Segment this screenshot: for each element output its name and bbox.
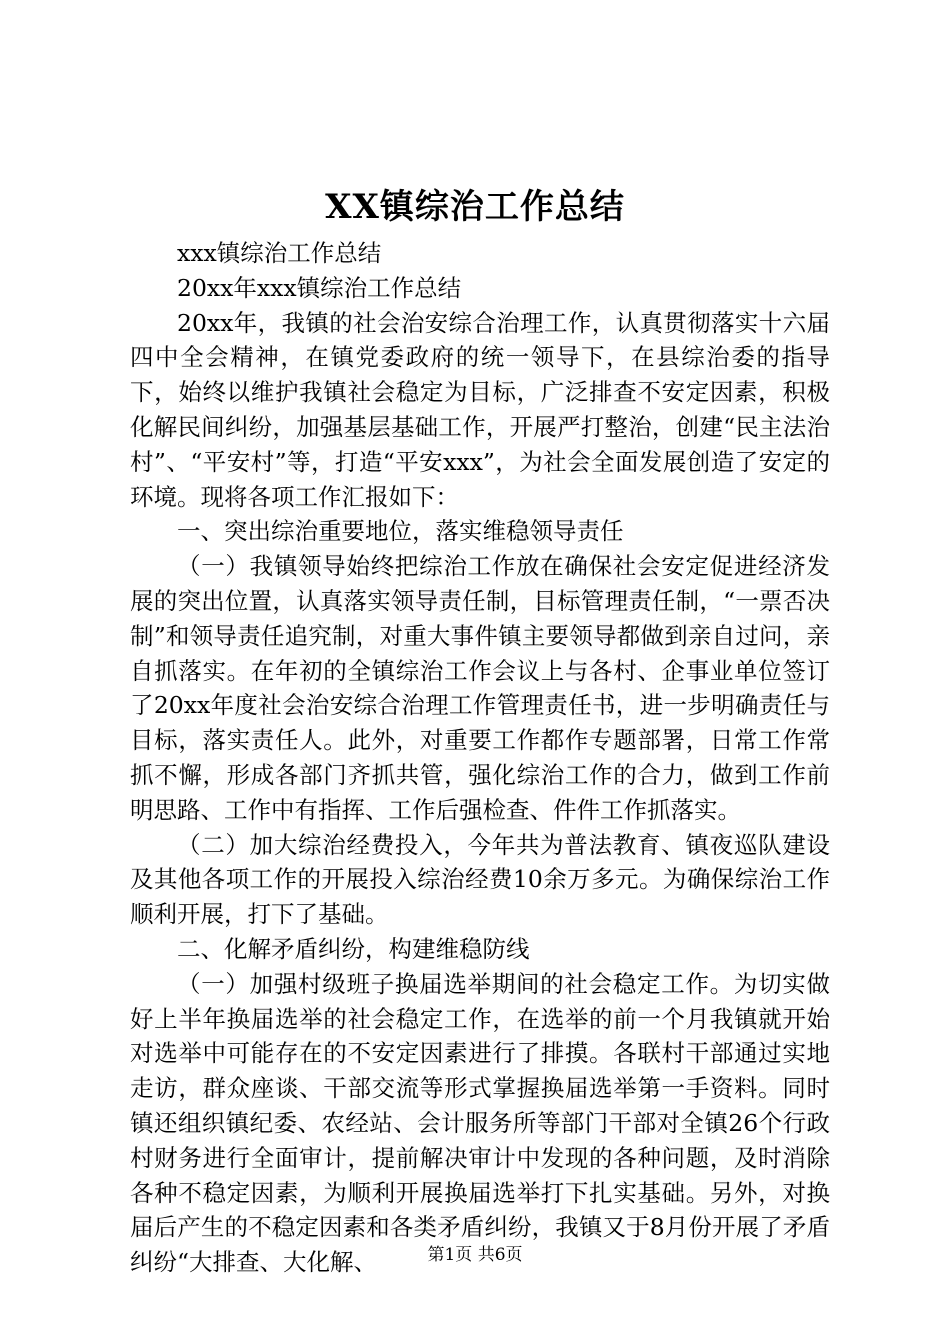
- section-heading-1: 一、突出综治重要地位，落实维稳领导责任: [177, 517, 624, 546]
- section-heading-2: 二、化解矛盾纠纷，构建维稳防线: [177, 934, 530, 963]
- document-body: [130, 236, 830, 1280]
- section-1-item-2: （二）加大综治经费投入，今年共为普法教育、镇夜巡队建设及其他各项工作的开展投入综治经费10余万多元。为确保综治工作顺利开展，打下了基础。: [130, 830, 830, 929]
- doc-subtitle-year: 20xx年xxx镇综治工作总结: [177, 273, 462, 302]
- intro-paragraph: 20xx年，我镇的社会治安综合治理工作，认真贯彻落实十六届四中全会精神，在镇党委政府的统一领导下，在县综治委的指导下，始终以维护我镇社会稳定为目标，广泛排查不安定因素，积极化解民间纠纷，加强基层基础工作，开展严打整治，创建“民主法治村”、“平安村”等，打造“平安xxx”，为社会全面发展创造了安定的环境。现将各项工作汇报如下：: [130, 308, 830, 511]
- page-footer: 第1页 共6页: [427, 1245, 523, 1265]
- section-2-item-1: （一）加强村级班子换届选举期间的社会稳定工作。为切实做好上半年换届选举的社会稳定工作，在选举的前一个月我镇就开始对选举中可能存在的不安定因素进行了排摸。各联村干部通过实地走访，群众座谈、干部交流等形式掌握换届选举第一手资料。同时镇还组织镇纪委、农经站、会计服务所等部门干部对全镇26个行政村财务进行全面审计，提前解决审计中发现的各种问题，及时消除各种不稳定因素，为顺利开展换届选举打下扎实基础。另外，对换届后产生的不稳定因素和各类矛盾纠纷，我镇又于8月份开展了矛盾纠纷“大排查、大化解、: [130, 969, 830, 1277]
- doc-subtitle: xxx镇综治工作总结: [177, 239, 382, 267]
- section-1-item-1: （一）我镇领导始终把综治工作放在确保社会安定促进经济发展的突出位置，认真落实领导责任制，目标管理责任制，“一票否决制”和领导责任追究制，对重大事件镇主要领导都做到亲自过问，亲自抓落实。在年初的全镇综治工作会议上与各村、企事业单位签订了20xx年度社会治安综合治理工作管理责任书，进一步明确责任与目标，落实责任人。此外，对重要工作都作专题部署，日常工作常抓不懈，形成各部门齐抓共管，强化综治工作的合力，做到工作前明思路、工作中有指挥、工作后强检查、件件工作抓落实。: [130, 552, 830, 824]
- document-title: XX镇综治工作总结: [325, 187, 625, 227]
